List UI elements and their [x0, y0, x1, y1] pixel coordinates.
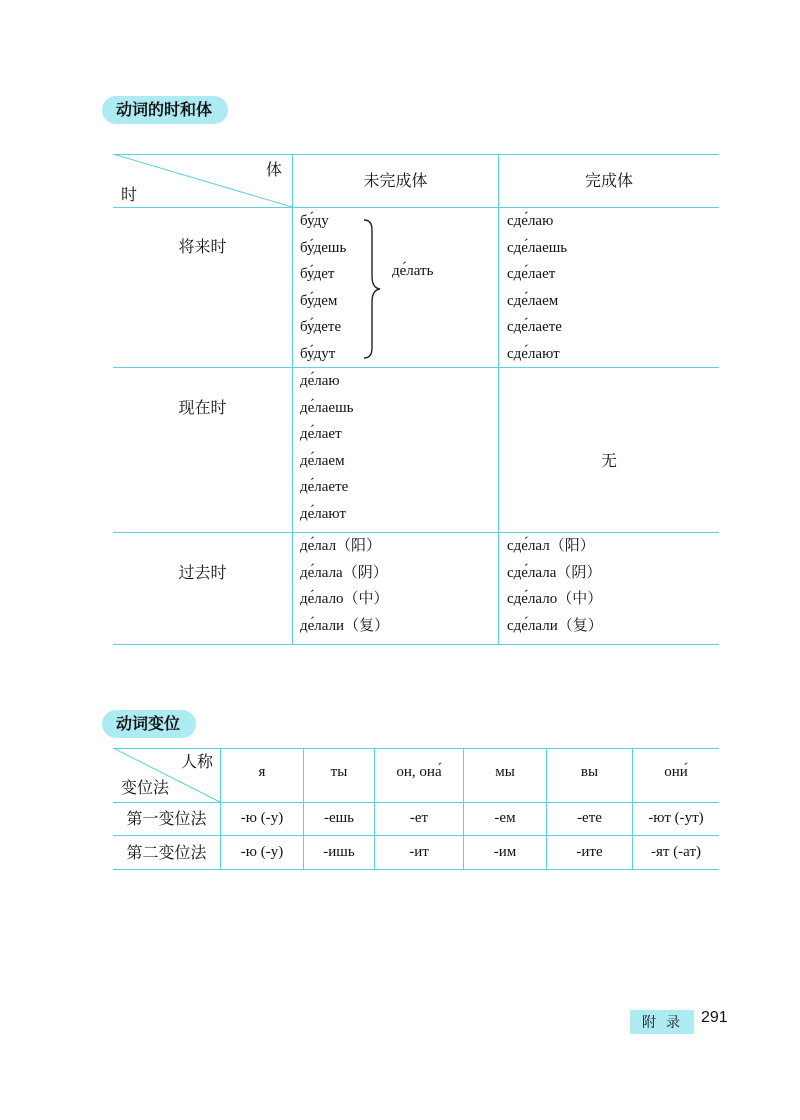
page-number: 291 — [701, 1009, 728, 1026]
table-cell: -ем — [494, 810, 516, 826]
header-perfective: 完成体 — [584, 171, 633, 190]
section-title-conjugation: 动词变位 — [102, 710, 196, 738]
list-item: сде́лало（中） — [507, 591, 603, 608]
future-aux-verb: де́лать — [392, 263, 434, 279]
tense-present: 现在时 — [178, 398, 227, 417]
table-cell: -ю (-у) — [240, 844, 284, 860]
list-item: де́лаем — [300, 452, 345, 469]
corner-person-label: 人称 — [181, 752, 214, 771]
present-imperfective-list — [300, 368, 353, 528]
second-conjugation-label: 第二变位法 — [126, 843, 207, 862]
table-cell: -ешь — [323, 810, 355, 826]
first-conjugation-label: 第一变位法 — [126, 809, 207, 828]
table-cell: -ете — [577, 810, 602, 826]
brace-icon — [362, 218, 384, 360]
list-item: де́лало（中） — [300, 591, 389, 608]
list-item: сде́лал（阳） — [507, 538, 595, 554]
list-item: де́лала（阴） — [300, 564, 388, 581]
table-cell: -ишь — [323, 844, 355, 860]
corner-conjugation-label: 变位法 — [121, 778, 170, 797]
table-cell: -ю (-у) — [240, 810, 284, 826]
list-item: де́лают — [300, 505, 346, 522]
table-cell: -ют (-ут) — [648, 810, 704, 826]
list-item: сде́лают — [507, 345, 560, 362]
past-imperfective-list — [300, 533, 389, 639]
list-item: сде́лает — [507, 266, 556, 283]
list-item: бу́ду — [300, 213, 329, 229]
list-item: де́лаете — [300, 479, 349, 496]
person-ty: ты — [330, 764, 348, 780]
person-oni: они́ — [664, 764, 688, 780]
future-imperfective-list — [300, 208, 346, 368]
list-item: сде́лаем — [507, 292, 559, 309]
list-item: де́лали（复） — [300, 617, 390, 634]
list-item: сде́лаете — [507, 319, 562, 336]
person-ya: я — [258, 764, 266, 780]
person-my: мы — [495, 764, 515, 780]
list-item: де́лаю — [300, 373, 340, 389]
list-item: бу́дем — [300, 292, 338, 309]
list-item: бу́дешь — [300, 239, 347, 256]
list-item: бу́дете — [300, 319, 342, 336]
list-item: де́лает — [300, 426, 342, 443]
list-item: де́лаешь — [300, 399, 354, 416]
table-cell: -ит — [409, 844, 429, 860]
table-cell: -ите — [576, 844, 603, 860]
table-cell: -ет — [409, 810, 429, 826]
section-title-tense-aspect: 动词的时和体 — [102, 96, 228, 124]
table-cell: -ят (-ат) — [650, 844, 701, 860]
future-perfective-list — [507, 208, 567, 368]
list-item: сде́лала（阴） — [507, 564, 602, 581]
footer-appendix-tag: 附录 — [630, 1010, 694, 1034]
list-item: де́лал（阳） — [300, 538, 382, 554]
tense-past: 过去时 — [178, 563, 227, 582]
past-perfective-list — [507, 533, 603, 639]
header-imperfective: 未完成体 — [363, 171, 428, 190]
corner-aspect-label: 体 — [266, 160, 283, 179]
person-on-ona: он, она́ — [396, 764, 442, 780]
table-cell: -им — [493, 844, 517, 860]
list-item: бу́дут — [300, 345, 336, 362]
person-vy: вы — [580, 764, 599, 780]
corner-tense-label: 时 — [121, 185, 138, 204]
list-item: сде́лали（复） — [507, 617, 603, 634]
list-item: сде́лаю — [507, 213, 554, 229]
list-item: бу́дет — [300, 266, 335, 283]
tense-future: 将来时 — [178, 237, 227, 256]
present-perfective-none: 无 — [600, 451, 617, 470]
list-item: сде́лаешь — [507, 239, 568, 256]
